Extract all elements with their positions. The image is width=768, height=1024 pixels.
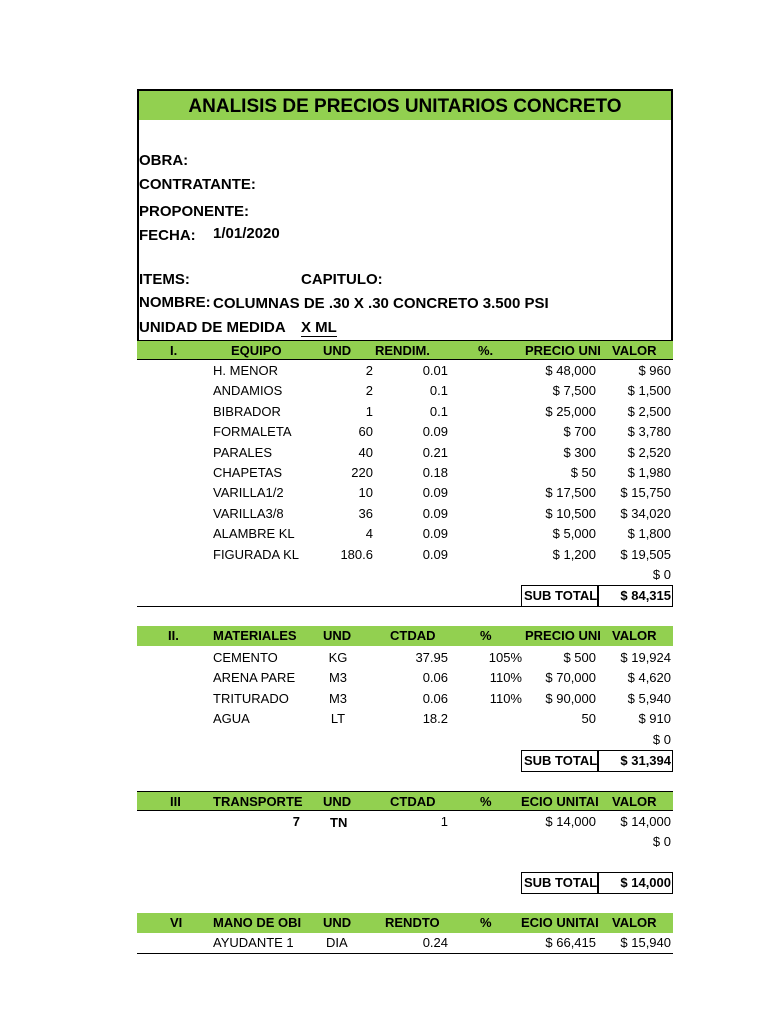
unidad-value: X ML: [301, 319, 337, 336]
equipo-item-valor: $ 19,505: [620, 546, 671, 562]
equipo-item-valor: $ 960: [638, 363, 671, 378]
equipo-item-precio: $ 7,500: [552, 383, 596, 399]
equipo-item-rend: 0.21: [422, 444, 448, 460]
materiales-subtotal-label: SUB TOTAL: [524, 753, 598, 768]
equipo-item-valor: $ 34,020: [620, 505, 671, 521]
equipo-item-name: VARILLA3/8: [213, 505, 284, 521]
mano-obra-header-num: VI: [170, 915, 183, 930]
equipo-item-und: 36: [358, 505, 373, 521]
materiales-extra-valor: $ 0: [652, 732, 671, 747]
materiales-item-ctdad: 37.95: [415, 650, 448, 665]
materiales-header-valor: VALOR: [612, 628, 657, 643]
transporte-row-ctdad: 1: [440, 814, 448, 829]
equipo-item-rend: 0.09: [422, 424, 448, 440]
materiales-item-precio: 50: [581, 711, 596, 727]
equipo-item-valor: $ 2,500: [627, 403, 671, 419]
equipo-item-name: H. MENOR: [213, 363, 278, 378]
mano-obra-header-name: MANO DE OBI: [213, 915, 302, 930]
materiales-header-precio: PRECIO UNI: [525, 628, 601, 643]
mano-obra-header-rend: RENDTO: [385, 915, 440, 930]
equipo-item-name: FORMALETA: [213, 424, 292, 440]
equipo-item-und: 1: [365, 403, 373, 419]
equipo-header-name: EQUIPO: [231, 343, 282, 358]
equipo-header-num: I.: [170, 343, 178, 358]
transporte-header-und: UND: [323, 794, 352, 809]
materiales-item-ctdad: 0.06: [422, 670, 448, 686]
equipo-item-und: 10: [358, 485, 373, 501]
transporte-header-num: III: [170, 794, 181, 809]
mano-obra-row-name: AYUDANTE 1: [213, 935, 294, 950]
transporte-extra-valor: $ 0: [652, 834, 671, 849]
materiales-subtotal-value: $ 31,394: [620, 753, 671, 768]
equipo-item-name: CHAPETAS: [213, 465, 283, 480]
materiales-item-precio: $ 500: [563, 650, 596, 665]
transporte-header-name: TRANSPORTE: [213, 794, 303, 809]
mano-obra-header-band: [137, 913, 673, 933]
mano-obra-header-und: UND: [323, 915, 352, 930]
materiales-item-ctdad: 18.2: [422, 711, 448, 727]
equipo-item-und: 2: [365, 383, 373, 399]
materiales-item-name: TRITURADO: [213, 690, 289, 706]
subtotal-divider: [597, 750, 599, 772]
equipo-item-name: ANDAMIOS: [213, 383, 283, 399]
mano-obra-header-valor: VALOR: [612, 915, 657, 930]
section-divider: [137, 606, 673, 607]
fecha-label: FECHA:: [139, 227, 196, 244]
equipo-subtotal-value: $ 84,315: [620, 588, 671, 603]
equipo-item-und: 4: [365, 526, 373, 542]
equipo-item-precio: $ 10,500: [545, 505, 596, 521]
transporte-header-valor: VALOR: [612, 794, 657, 809]
equipo-item-valor: $ 1,800: [627, 526, 671, 542]
equipo-item-valor: $ 3,780: [627, 424, 671, 440]
materiales-item-precio: $ 70,000: [545, 670, 596, 686]
transporte-header-band: [137, 791, 673, 811]
equipo-item-rend: 0.09: [422, 546, 448, 562]
right-border: [671, 120, 673, 340]
proponente-label: PROPONENTE:: [139, 203, 250, 220]
materiales-item-und: M3: [328, 670, 348, 686]
mano-obra-header-pct: %: [480, 915, 492, 930]
equipo-item-valor: $ 15,750: [620, 485, 671, 501]
mano-obra-row-valor: $ 15,940: [620, 935, 671, 950]
equipo-item-precio: $ 1,200: [552, 546, 596, 562]
equipo-item-precio: $ 48,000: [545, 363, 596, 378]
subtotal-divider: [597, 872, 599, 894]
subtotal-divider: [597, 585, 599, 607]
transporte-row-valor: $ 14,000: [620, 814, 671, 829]
mano-obra-row-precio: $ 66,415: [545, 935, 596, 950]
materiales-item-und: KG: [328, 650, 348, 665]
materiales-item-und: M3: [328, 690, 348, 706]
contratante-label: CONTRATANTE:: [139, 176, 256, 193]
equipo-header-precio: PRECIO UNI: [525, 343, 601, 358]
equipo-item-name: ALAMBRE KL: [213, 526, 295, 542]
equipo-header-band: [137, 340, 673, 360]
materiales-item-valor: $ 910: [638, 711, 671, 727]
equipo-item-precio: $ 300: [563, 444, 596, 460]
equipo-item-name: PARALES: [213, 444, 273, 460]
materiales-header-pct: %: [480, 628, 492, 643]
materiales-item-name: AGUA: [213, 711, 250, 727]
equipo-item-precio: $ 700: [563, 424, 596, 440]
equipo-item-valor: $ 1,500: [627, 383, 671, 399]
unidad-label: UNIDAD DE MEDIDA: [139, 319, 286, 336]
materiales-item-precio: $ 90,000: [545, 690, 596, 706]
materiales-header-band: [137, 626, 673, 646]
materiales-header-ctdad: CTDAD: [390, 628, 436, 643]
equipo-item-rend: 0.09: [422, 526, 448, 542]
materiales-item-und: LT: [330, 711, 346, 727]
transporte-header-ctdad: CTDAD: [390, 794, 436, 809]
equipo-item-valor: $ 1,980: [627, 465, 671, 480]
equipo-item-rend: 0.1: [429, 383, 448, 399]
equipo-item-precio: $ 5,000: [552, 526, 596, 542]
mano-obra-row-und: DIA: [326, 935, 348, 950]
transporte-subtotal-label: SUB TOTAL: [524, 875, 598, 890]
equipo-item-name: VARILLA1/2: [213, 485, 284, 501]
materiales-item-name: CEMENTO: [213, 650, 278, 665]
fecha-value: 1/01/2020: [213, 225, 280, 242]
materiales-header-name: MATERIALES: [213, 628, 297, 643]
transporte-header-precio: ECIO UNITAI: [521, 794, 599, 809]
equipo-item-rend: 0.18: [422, 465, 448, 480]
bottom-rule: [137, 953, 673, 954]
equipo-extra-valor: $ 0: [652, 567, 671, 582]
nombre-value: COLUMNAS DE .30 X .30 CONCRETO 3.500 PSI: [213, 295, 549, 312]
obra-label: OBRA:: [139, 152, 189, 169]
materiales-item-valor: $ 19,924: [620, 650, 671, 665]
materiales-item-ctdad: 0.06: [422, 690, 448, 706]
materiales-item-valor: $ 4,620: [627, 670, 671, 686]
equipo-item-name: FIGURADA KL: [213, 546, 299, 562]
equipo-subtotal-label: SUB TOTAL: [524, 588, 598, 603]
materiales-item-name: ARENA PARE: [213, 670, 296, 686]
equipo-item-precio: $ 50: [570, 465, 596, 480]
transporte-subtotal-value: $ 14,000: [620, 875, 671, 890]
equipo-header-valor: VALOR: [612, 343, 657, 358]
equipo-header-und: UND: [323, 343, 352, 358]
equipo-item-und: 40: [358, 444, 373, 460]
equipo-header-pct: %.: [478, 343, 494, 358]
equipo-item-rend: 0.01: [422, 363, 448, 378]
materiales-item-pct: 105%: [488, 650, 522, 665]
transporte-row-name: 7: [292, 814, 300, 829]
capitulo-label: CAPITULO:: [301, 271, 383, 288]
mano-obra-row-rend: 0.24: [422, 935, 448, 950]
equipo-item-valor: $ 2,520: [627, 444, 671, 460]
transporte-row-und: TN: [330, 815, 348, 830]
equipo-item-rend: 0.09: [422, 505, 448, 521]
materiales-header-num: II.: [168, 628, 179, 643]
equipo-item-und: 60: [358, 424, 373, 440]
materiales-item-pct: 110%: [489, 690, 522, 706]
equipo-item-und: 2: [365, 363, 373, 378]
equipo-header-rend: RENDIM.: [375, 343, 430, 358]
materiales-header-und: UND: [323, 628, 352, 643]
equipo-item-rend: 0.1: [429, 403, 448, 419]
equipo-item-und: 220: [351, 465, 373, 480]
page-title: ANALISIS DE PRECIOS UNITARIOS CONCRETO: [137, 89, 673, 120]
materiales-item-valor: $ 5,940: [627, 690, 671, 706]
nombre-label: NOMBRE:: [139, 294, 211, 311]
equipo-item-precio: $ 25,000: [545, 403, 596, 419]
equipo-item-rend: 0.09: [422, 485, 448, 501]
items-label: ITEMS:: [139, 271, 190, 288]
equipo-item-und: 180.6: [340, 546, 373, 562]
transporte-row-precio: $ 14,000: [545, 814, 596, 829]
equipo-item-precio: $ 17,500: [545, 485, 596, 501]
transporte-header-pct: %: [480, 794, 492, 809]
materiales-item-pct: 110%: [489, 670, 522, 686]
equipo-item-name: BIBRADOR: [213, 403, 281, 419]
mano-obra-header-precio: ECIO UNITAI: [521, 915, 599, 930]
